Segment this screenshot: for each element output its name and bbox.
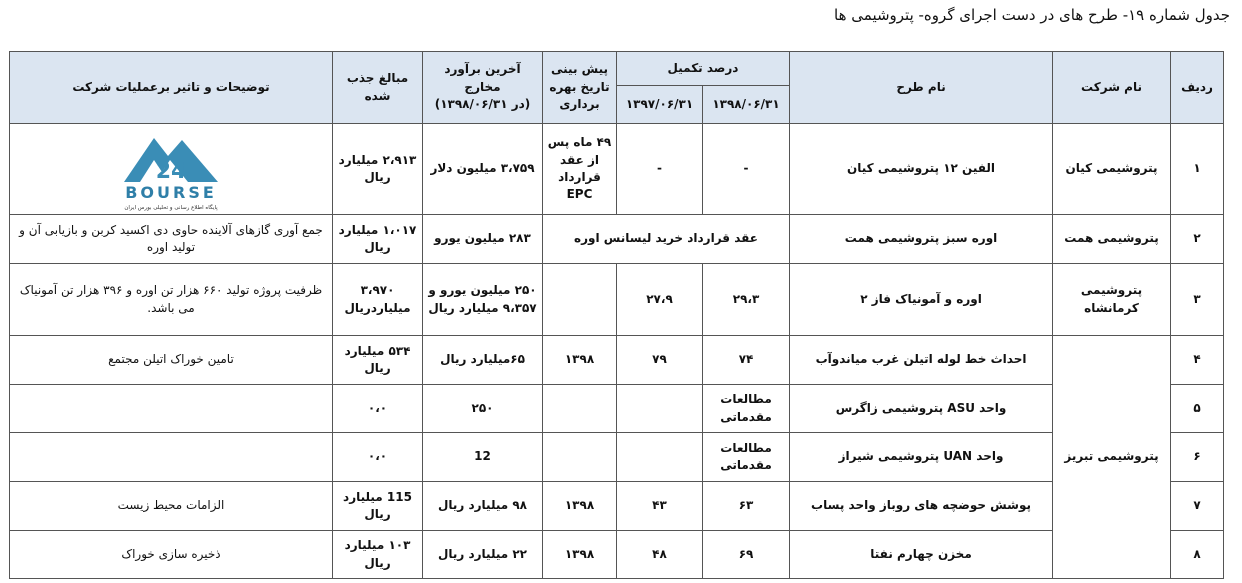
table-row (10, 385, 1224, 433)
cell-merged-status: عقد قرارداد خرید لیسانس اوره (543, 215, 790, 264)
cell-completion-1398: ۲۹،۳ (703, 264, 790, 336)
cell-project: پوشش حوضچه های روباز واحد پساب (790, 482, 1053, 531)
cell-estimate: ۹۸ میلیارد ریال (423, 482, 543, 531)
header-completion: درصد تکمیل (617, 52, 790, 86)
cell-row-no: ۳ (1171, 264, 1224, 336)
cell-notes-logo (10, 124, 333, 215)
cell-estimate: ۲۸۳ میلیون یورو (423, 215, 543, 264)
cell-row-no: ۵ (1171, 385, 1224, 433)
cell-project: مخزن چهارم نفتا (790, 531, 1053, 579)
cell-absorbed: ۱،۰۱۷ میلیارد ریال (333, 215, 423, 264)
header-company: نام شرکت (1053, 52, 1171, 124)
header-forecast: پیش بینی تاریخ بهره برداری (543, 52, 617, 124)
cell-forecast (543, 433, 617, 482)
header-absorbed: مبالغ جذب شده (333, 52, 423, 124)
header-last-estimate-sub: (در ۱۳۹۸/۰۶/۳۱) (434, 97, 531, 112)
cell-completion-1397: ۴۳ (617, 482, 703, 531)
bourse-logo (96, 126, 246, 212)
cell-notes: ذخیره سازی خوراک (10, 531, 333, 579)
cell-estimate: ۲۲ میلیارد ریال (423, 531, 543, 579)
cell-completion-1397: ۷۹ (617, 336, 703, 385)
cell-forecast: ۴۹ ماه پس از عقد قرارداد EPC (543, 124, 617, 215)
cell-row-no: ۱ (1171, 124, 1224, 215)
header-date-1398: ۱۳۹۸/۰۶/۳۱ (703, 86, 790, 124)
table-row (10, 482, 1224, 531)
cell-company-tabriz: پتروشیمی تبریز (1053, 336, 1171, 579)
cell-absorbed: ۱۰۳ میلیارد ریال (333, 531, 423, 579)
header-last-estimate-title: آخرین برآورد مخارج (444, 62, 521, 94)
cell-row-no: ۸ (1171, 531, 1224, 579)
cell-project: الفین ۱۲ پتروشیمی کیان (790, 124, 1053, 215)
logo-tagline: پایگاه اطلاع رسانی و تحلیلی بورس ایران (124, 205, 218, 211)
cell-forecast: ۱۳۹۸ (543, 482, 617, 531)
cell-company: پتروشیمی همت (1053, 215, 1171, 264)
cell-estimate: ۲۵۰ (423, 385, 543, 433)
cell-forecast: ۱۳۹۸ (543, 531, 617, 579)
header-project: نام طرح (790, 52, 1053, 124)
header-notes: توضیحات و تاثیر برعملیات شرکت (10, 52, 333, 124)
cell-project: واحد UAN پتروشیمی شیراز (790, 433, 1053, 482)
table-row (10, 433, 1224, 482)
cell-completion-1397 (617, 385, 703, 433)
table-caption: جدول شماره ۱۹- طرح های در دست اجرای گروه- پتروشیمی ها (834, 6, 1230, 24)
cell-row-no: ۷ (1171, 482, 1224, 531)
table-row (10, 215, 1224, 264)
cell-completion-1397 (617, 433, 703, 482)
cell-completion-1398: ۶۹ (703, 531, 790, 579)
cell-completion-1398: - (703, 124, 790, 215)
svg-text:24: 24 (155, 159, 187, 184)
cell-completion-1398: ۷۴ (703, 336, 790, 385)
cell-absorbed: ۰،۰ (333, 385, 423, 433)
cell-notes: تامین خوراک اتیلن مجتمع (10, 336, 333, 385)
header-last-estimate (423, 52, 543, 124)
table-row (10, 124, 1224, 215)
cell-project: واحد ASU پتروشیمی زاگرس (790, 385, 1053, 433)
cell-notes (10, 385, 333, 433)
cell-completion-1397: - (617, 124, 703, 215)
cell-estimate: 12 (423, 433, 543, 482)
cell-project: اوره و آمونیاک فاز ۲ (790, 264, 1053, 336)
cell-row-no: ۴ (1171, 336, 1224, 385)
cell-completion-1398: مطالعات مقدماتی (703, 433, 790, 482)
cell-estimate: ۲۵۰ میلیون یورو و ۹،۳۵۷ میلیارد ریال (423, 264, 543, 336)
cell-completion-1398: مطالعات مقدماتی (703, 385, 790, 433)
cell-completion-1397: ۴۸ (617, 531, 703, 579)
cell-absorbed: ۰،۰ (333, 433, 423, 482)
cell-forecast (543, 264, 617, 336)
cell-notes: جمع آوری گازهای آلاینده حاوی دی اکسید کربن و بازیابی آن و تولید اوره (10, 215, 333, 264)
cell-project: احداث خط لوله اتیلن غرب میاندوآب (790, 336, 1053, 385)
cell-estimate: ۶۵میلیارد ریال (423, 336, 543, 385)
cell-project: اوره سبز پتروشیمی همت (790, 215, 1053, 264)
cell-absorbed: 115 میلیارد ریال (333, 482, 423, 531)
header-date-1397: ۱۳۹۷/۰۶/۳۱ (617, 86, 703, 124)
cell-company: پتروشیمی کرمانشاه (1053, 264, 1171, 336)
header-row-no: ردیف (1171, 52, 1224, 124)
cell-forecast (543, 385, 617, 433)
table-row (10, 336, 1224, 385)
cell-row-no: ۶ (1171, 433, 1224, 482)
cell-absorbed: ۲،۹۱۳ میلیارد ریال (333, 124, 423, 215)
cell-notes (10, 433, 333, 482)
cell-company: پتروشیمی کیان (1053, 124, 1171, 215)
cell-estimate: ۳،۷۵۹ میلیون دلار (423, 124, 543, 215)
projects-table (9, 51, 1224, 579)
cell-absorbed: ۵۳۴ میلیارد ریال (333, 336, 423, 385)
table-row (10, 531, 1224, 579)
cell-absorbed: ۳،۹۷۰ میلیاردریال (333, 264, 423, 336)
cell-completion-1397: ۲۷،۹ (617, 264, 703, 336)
cell-row-no: ۲ (1171, 215, 1224, 264)
cell-notes: ظرفیت پروژه تولید ۶۶۰ هزار تن اوره و ۳۹۶ هزار تن آمونیاک می باشد. (10, 264, 333, 336)
logo-wordmark: BOURSE (125, 183, 217, 202)
cell-forecast: ۱۳۹۸ (543, 336, 617, 385)
cell-completion-1398: ۶۳ (703, 482, 790, 531)
cell-notes: الزامات محیط زیست (10, 482, 333, 531)
table-row (10, 264, 1224, 336)
